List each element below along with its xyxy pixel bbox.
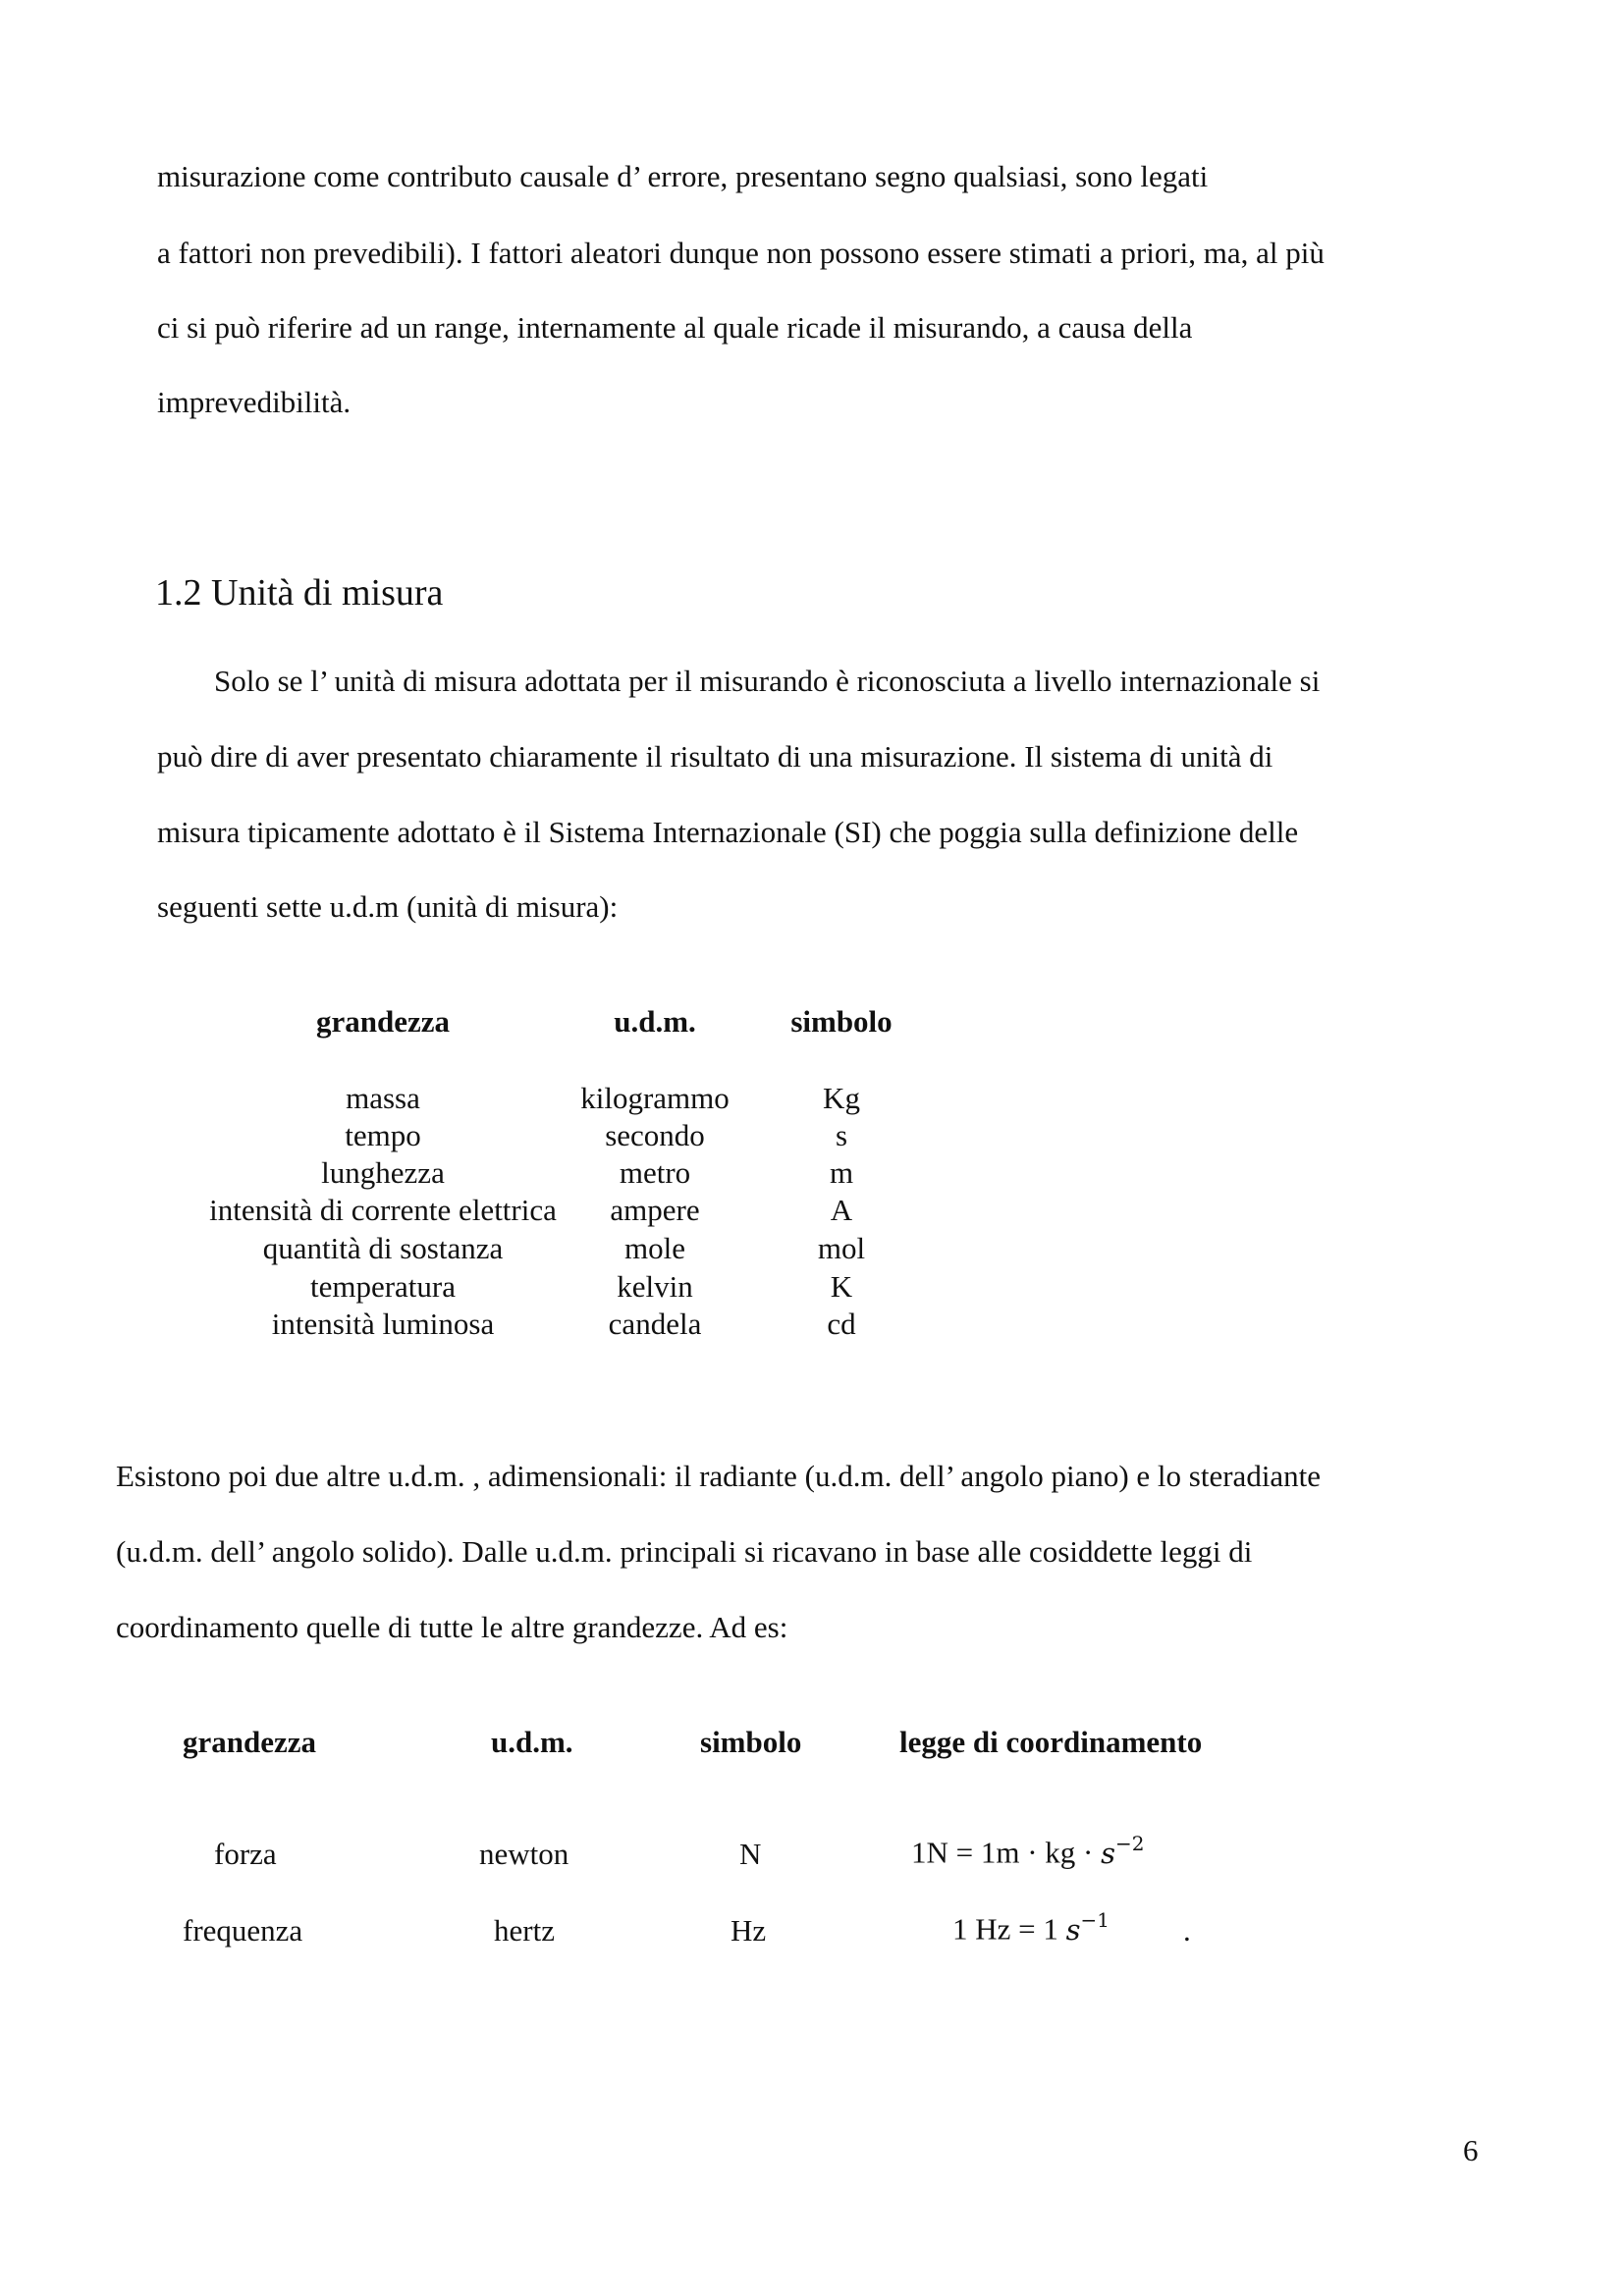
table2-cell: forza: [214, 1837, 277, 1871]
table1-cell: mole: [624, 1231, 685, 1265]
table1-cell: cd: [827, 1307, 856, 1341]
table2-header-simbolo: simbolo: [700, 1725, 802, 1759]
table1-header-udm: u.d.m.: [614, 1004, 696, 1039]
table1-cell: m: [829, 1155, 854, 1190]
si-line-3: misura tipicamente adottato è il Sistema Internazionale (SI) che poggia sulla definizione delle: [157, 815, 1299, 849]
table1-cell: secondo: [605, 1118, 705, 1152]
si-line-4: seguenti sette u.d.m (unità di misura):: [157, 889, 619, 924]
formula-force: [911, 1832, 1145, 1870]
table1-cell: ampere: [610, 1193, 700, 1227]
formula-frequency: [952, 1908, 1110, 1947]
table2-header-legge: legge di coordinamento: [899, 1725, 1203, 1759]
table1-cell: intensità di corrente elettrica: [209, 1193, 557, 1227]
table1-cell: lunghezza: [321, 1155, 445, 1190]
derived-line-2: (u.d.m. dell’ angolo solido). Dalle u.d.m. principali si ricavano in base alle cosiddette leggi di: [116, 1534, 1253, 1569]
table1-cell: s: [835, 1118, 848, 1152]
formula-trailing-period: .: [1183, 1913, 1191, 1948]
table1-cell: mol: [817, 1231, 866, 1265]
table1-cell: metro: [619, 1155, 691, 1190]
table2-cell: N: [739, 1837, 762, 1871]
table1-cell: tempo: [345, 1118, 421, 1152]
table1-cell: kilogrammo: [580, 1081, 730, 1115]
table2-header-grandezza: grandezza: [183, 1725, 317, 1759]
table2-cell: Hz: [731, 1913, 767, 1948]
table1-cell: quantità di sostanza: [262, 1231, 504, 1265]
table1-cell: kelvin: [617, 1269, 693, 1304]
formula-force-exponent: −2: [1115, 1832, 1145, 1855]
si-line-2: può dire di aver presentato chiaramente il risultato di una misurazione. Il sistema di unità di: [157, 739, 1273, 774]
intro-line-3: ci si può riferire ad un range, internamente al quale ricade il misurando, a causa della: [157, 310, 1193, 345]
formula-frequency-main: 1 Hz = 1: [952, 1911, 1066, 1947]
table2-cell: frequenza: [183, 1913, 303, 1948]
formula-frequency-var: s: [1065, 1912, 1081, 1947]
formula-force-var: s: [1101, 1836, 1116, 1870]
formula-force-main: 1N = 1m · kg ·: [911, 1835, 1102, 1870]
table1-header-grandezza: grandezza: [315, 1004, 451, 1039]
table1-header-simbolo: simbolo: [790, 1004, 893, 1039]
intro-line-4: imprevedibilità.: [157, 385, 352, 419]
table1-cell: K: [830, 1269, 853, 1304]
table1-cell: intensità luminosa: [271, 1307, 495, 1341]
table1-cell: A: [830, 1193, 853, 1227]
si-line-1: Solo se l’ unità di misura adottata per il misurando è riconosciuta a livello internazionale si: [214, 664, 1321, 698]
table1-cell: massa: [346, 1081, 420, 1115]
page-number: 6: [1463, 2133, 1479, 2167]
table1-cell: candela: [608, 1307, 702, 1341]
table1-cell: Kg: [823, 1081, 860, 1115]
derived-line-3: coordinamento quelle di tutte le altre grandezze. Ad es:: [116, 1610, 788, 1644]
derived-line-1: Esistono poi due altre u.d.m. , adimensionali: il radiante (u.d.m. dell’ angolo piano) e lo steradiante: [116, 1459, 1322, 1493]
section-title: 1.2 Unità di misura: [155, 572, 444, 614]
formula-frequency-exponent: −1: [1080, 1908, 1110, 1932]
table2-header-udm: u.d.m.: [491, 1725, 573, 1759]
table2-cell: hertz: [494, 1913, 555, 1948]
intro-line-2: a fattori non prevedibili). I fattori aleatori dunque non possono essere stimati a priori, ma, al più: [157, 236, 1325, 270]
table2-cell: newton: [479, 1837, 569, 1871]
intro-line-1: misurazione come contributo causale d’ errore, presentano segno qualsiasi, sono legati: [157, 159, 1209, 193]
table1-cell: temperatura: [309, 1269, 457, 1304]
